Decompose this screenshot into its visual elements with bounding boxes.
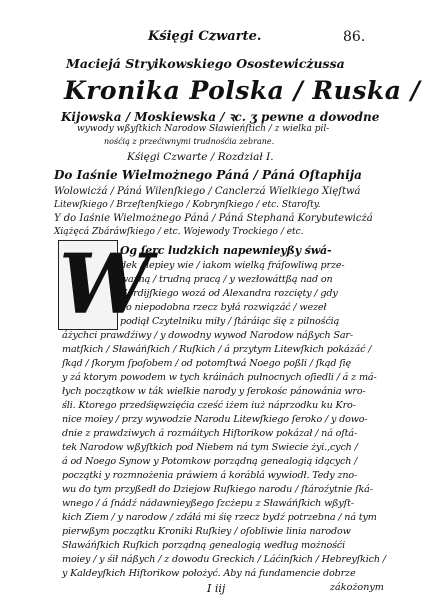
- body-line: łych początkow w ták wielkie narody y ſerokośc pánowánia wro-: [62, 386, 366, 397]
- body-line: dek / lepiey wie / iakom wielką fráſowliwą prze-: [120, 260, 345, 271]
- title-subline-3: nośćią z przećiwnymi trudnośćia zebrane.: [104, 137, 275, 146]
- title-subline: Kijowska / Moskiewska / ꝛc. ʒ pewne a dowodne: [61, 110, 380, 124]
- dedication-line: Litewſkiego / Brzeſtenſkiego / Kobrynſkiego / etc. Staroſty.: [54, 200, 321, 210]
- body-line: y Kaldeyſkich Hiſtorikow położyć. Aby ná fundamencie dobrze: [62, 568, 356, 579]
- body-line: początki y rozmnożenia práwiem á koráblá wywiodł. Tedy zno-: [62, 470, 358, 481]
- body-line: kich Ziem / y narodow / zdáłá mi śię rzecz bydź potrzebna / ná tym: [62, 512, 377, 523]
- body-line: Og ſerc ludzkich napewnieyßy śwá-: [120, 244, 332, 257]
- body-line: śli. Ktorego przedśięwzięćia cześć iżem iuż náprzodku ku Kro-: [62, 400, 356, 411]
- body-line: Sławáńſkich Ruſkich porządną genealogią według możnośći: [62, 540, 346, 551]
- body-line: nice moiey / przy wywodzie Narodu Litewſkiego ſeroko / y dowo-: [62, 414, 368, 425]
- dedication-line: Wolowicżá / Páná Wilenſkiego / Canclerzá Wielkiego Xięſtwá: [54, 186, 361, 197]
- body-line: matſkich / Sławáńſkich / Ruſkich / á przytym Litewſkich pokázáć /: [62, 344, 372, 355]
- chronicle-title: Kronika Polska / Ruska /: [64, 76, 421, 105]
- body-line: áżychci prawdźiwy / y dowodny wywod Narodow náßych Sar-: [62, 330, 353, 341]
- body-line: moiey / y śił náßych / z dowodu Greckich / Láćinſkich / Hebreyſkich /: [62, 554, 386, 565]
- body-line: pierwßym początku Kroniki Ruſkiey / oſobliwie linia narodow: [62, 526, 351, 537]
- dedication-line: Y do Iaśnie Wielmożnego Páná / Páná Stephaná Korybutewicżá: [54, 213, 373, 224]
- signature-mark: I iij: [207, 582, 226, 595]
- body-line: Gordijſkiego wozá od Alexandra rozcięty / gdy: [120, 288, 338, 299]
- body-line: wu do tym przyßedł do Dziejow Ruſkiego narodu / ſtároźytnie ſká-: [62, 484, 373, 495]
- drop-cap-letter: W: [59, 237, 152, 333]
- dedication-line: Do Iaśnie Wielmożnego Páná / Páná Oſtaphija: [54, 168, 362, 182]
- body-line: dnie z prawdziwych á rozmáitych Hiſtorikow pokázał / ná oſtá-: [62, 428, 358, 439]
- body-line: wnego / á ſnádź nádawnieyßego ſzcżepu z Sławáńſkich wßyſt-: [62, 498, 354, 509]
- title-subline-2: wywody wßyſtkich Narodow Sławieńſtich / z wielka pil-: [77, 124, 330, 134]
- body-line: podiął Czytelniku miły / ſtáráiąc śię z pilnośćią: [120, 316, 340, 327]
- author-line: Maciejá Stryikowskiego Osostewicżussa: [66, 56, 345, 71]
- body-line: y zá ktorym powodem w tych kráinách pułnocnych oſiedli / á z má-: [62, 372, 377, 383]
- body-line: á od Noego Synow y Potomkow porządną genealogią idących /: [62, 456, 358, 467]
- body-line: ważną / trudną pracą / y wezłowáttßą nad on: [120, 274, 333, 285]
- running-title: Kśięgi Czwarte.: [148, 29, 262, 44]
- body-line: go niepodobna rzecz byłá rozwiązáć / wezeł: [120, 302, 327, 313]
- page-number: 86.: [343, 29, 366, 45]
- catchword: zákożonym: [330, 582, 384, 593]
- decorated-initial: [58, 237, 152, 333]
- chapter-heading: Kśięgi Czwarte / Rozdział I.: [127, 151, 274, 163]
- body-line: tek Narodow wßyſtkich pod Niebem ná tym Swiecie żyi.,cych /: [62, 442, 358, 453]
- dedication-line: Xiążęcá Zbáráwſkiego / etc. Wojewody Trockiego / etc.: [54, 227, 304, 237]
- body-line: ſkąd / ſkorym ſpoſobem / od potomſtwá Noego poßli / ſkąd ſię: [62, 358, 352, 369]
